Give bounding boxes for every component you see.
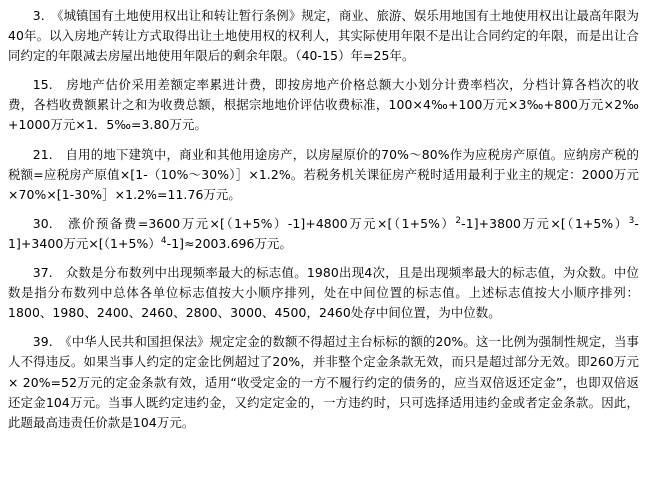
paragraph-30: 30. 涨价预备费=3600万元×[（1+5%）-1]+4800万元$\times[(1+5\%)^2-1]+3800$万元$\times[(1+5\%)^3-1]+3400$万元$\times[(1+5\%)^4-1]\approx 2003.696$万元。 <box>8 215 639 251</box>
paragraph-39: 39. 《中华人民共和国担保法》规定定金的数额不得超过主台标标的额的20%。这一比例为强制性规定，当事人不得违反。如果当事人约定的定金比例超过了20%，并非整个定金条款无效，而只是超过部分无效。即260万元× 20%=52万元的定金条款有效，适用“收受定金的一方不履行约定的债务的，应当双倍返还定金”，也即双倍返还定金104万元。当事人既约定违约金，又约定定金的，一方违约时，只可选择适用违约金或者定金条款。因此，此题最高违责任价款是104万元。 <box>8 334 639 430</box>
paragraph-21: 21. 自用的地下建筑中，商业和其他用途房产，以房屋原价的70%～80%作为应税房产原值。应纳房产税的税额=应税房产原值×[1-（10%～30%）］×1.2%。若税务机关课征房产税时适用最利于业主的规定：2000万元×70%×[1-30%］×1.2%=11.76万元。 <box>8 146 639 202</box>
paragraph-3: 3. 《城镇国有土地使用权出让和转让暂行条例》规定，商业、旅游、娱乐用地国有土地使用权出让最高年限为40年。以入房地产转让方式取得出让土地使用权的权利人，其实际使用年限不是出让合同约定的年限，而是出让合同约定的年限减去房屋出地使用年限后的剩余年限。（40-15）年=25年。 <box>8 8 639 64</box>
paragraph-15: 15. 房地产估价采用差额定率累进计费，即按房地产价格总额大小划分计费率档次，分档计算各档次的收费，各档收费额累计之和为收费总额，根据宗地地价评估收费标准，100×4‰+100万元×3‰+800万元×2‰+1000万元×1．5‰=3.80万元。 <box>8 77 639 133</box>
paragraph-37: 37. 众数是分布数列中出现频率最大的标志值。1980出现4次，且是出现频率最大的标志值，为众数。中位数是指分布数列中总体各单位标志值按大小顺序排列，处在中间位置的标志值。上述标志值按大小顺序排列：1800、1980、2400、2460、2800、3000、4500，2460处存中间位置，为中位数。 <box>8 265 639 321</box>
